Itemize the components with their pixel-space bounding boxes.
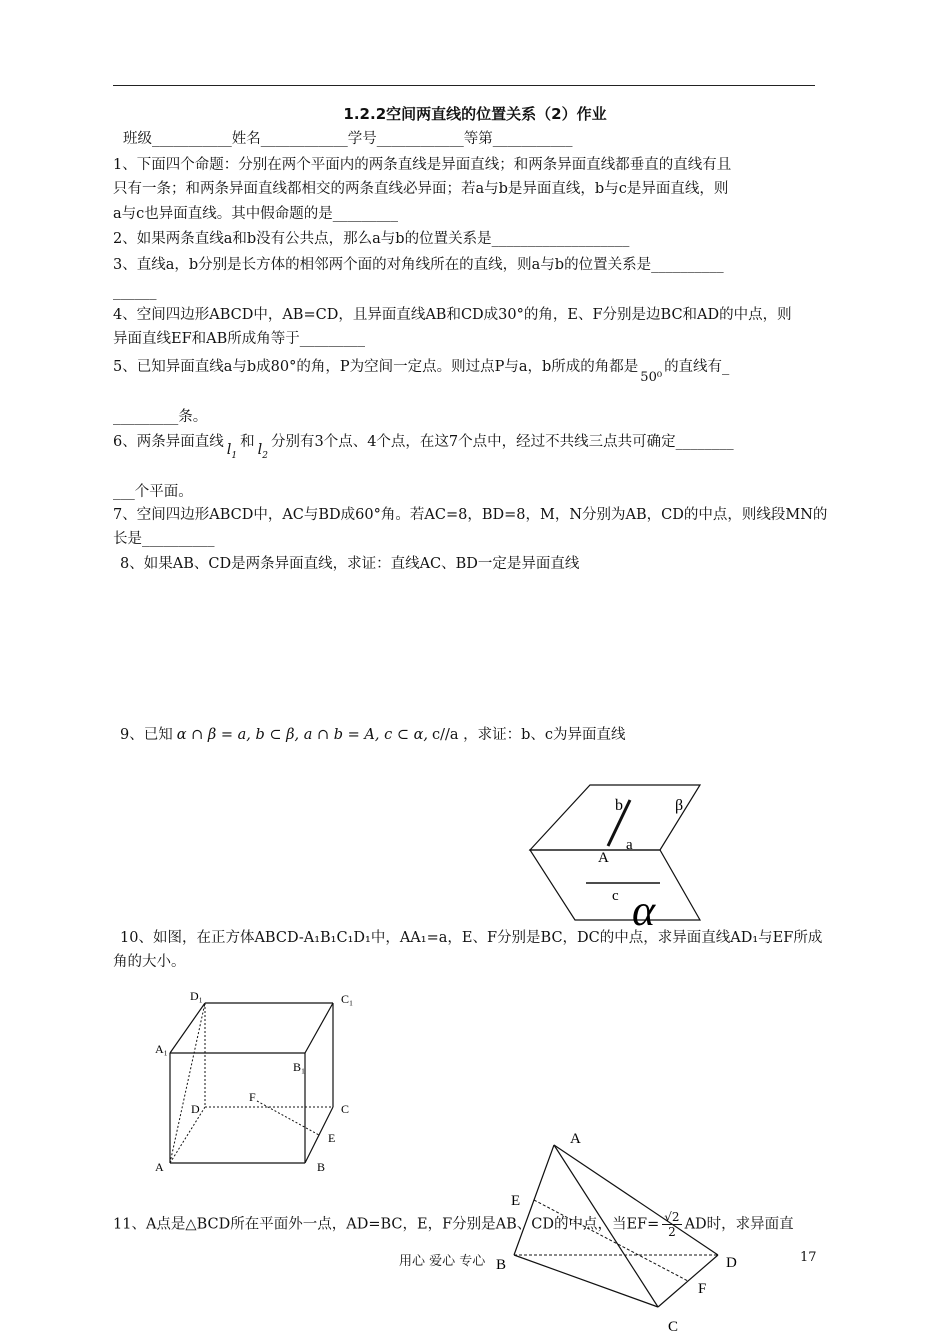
label-B: B [496, 1257, 507, 1273]
q9-post: c//a ，求证：b、c为异面直线 [432, 727, 626, 743]
q11-post: AD时，求异面直 [684, 1216, 794, 1233]
q11-tetrahedron-figure [490, 1125, 760, 1340]
q5-line2: _________条。 [113, 409, 208, 425]
edge-AC [554, 1145, 658, 1307]
label-b: b [615, 797, 623, 814]
q11-pre: 11、A点是△BCD所在平面外一点，AD=BC，E，F分别是AB、CD的中点，当EF= [113, 1216, 660, 1233]
label-A: A [155, 1160, 164, 1174]
q4-line2: 异面直线EF和AB所成角等于_________ [113, 331, 366, 347]
label-F: F [249, 1090, 256, 1104]
q5-line1 [113, 355, 815, 385]
q1-line1: 1、下面四个命题：分别在两个平面内的两条直线是异面直线；和两条异面直线都垂直的直线有且 [113, 157, 732, 173]
q10-line1: 10、如图，在正方体ABCD-A₁B₁C₁D₁中，AA₁=a，E、F分别是BC，DC的中点，求异面直线AD₁与EF所成 [120, 930, 823, 946]
edge-DA [170, 1107, 205, 1163]
label-alpha: α [632, 886, 656, 930]
q2-text: 2、如果两条直线a和b没有公共点，那么a与b的位置关系是___________________ [113, 231, 630, 247]
q3-line1: 3、直线a，b分别是长方体的相邻两个面的对角线所在的直线，则a与b的位置关系是__________ [113, 257, 724, 273]
label-A: A [598, 850, 609, 866]
q6-and: 和 [240, 434, 255, 450]
label-F: F [698, 1281, 707, 1297]
student-info-line: 班级___________姓名____________学号____________等第___________ [123, 131, 573, 147]
edge-AD [554, 1145, 718, 1255]
q6-l2-sub: 2 [262, 450, 268, 461]
segment-EF [257, 1101, 319, 1135]
q1-line2: 只有一条；和两条异面直线都相交的两条直线必异面；若a与b是异面直线，b与c是异面直线，则 [113, 181, 729, 197]
q3-line2: ______ [113, 284, 157, 300]
q6-l2-letter: l [257, 442, 263, 458]
edge-BC [514, 1255, 658, 1307]
q1-line3: a与c也异面直线。其中假命题的是_________ [113, 206, 399, 222]
q5-angle: 50⁰ [640, 370, 663, 385]
label-C1: C₁ [341, 992, 354, 1006]
label-E: E [328, 1131, 336, 1145]
q11-frac-den: 2 [668, 1225, 676, 1239]
q9-math: α ∩ β = a, b ⊂ β, a ∩ b = A, c ⊂ α, [176, 727, 428, 743]
q4-line1: 4、空间四边形ABCD中，AB=CD，且异面直线AB和CD成30°的角，E、F分别是边BC和AD的中点，则 [113, 307, 792, 323]
q6-line1 [113, 430, 815, 460]
q7-line1: 7、空间四边形ABCD中，AC与BD成60°角。若AC=8，BD=8，M，N分别为AB，CD的中点，则线段MN的 [113, 507, 828, 523]
q10-cube-figure [145, 985, 365, 1185]
edge-A1D1 [170, 1003, 205, 1053]
label-C: C [341, 1102, 350, 1116]
edge-C1B1 [305, 1003, 333, 1053]
label-B1: B₁ [293, 1060, 306, 1074]
label-A: A [570, 1131, 581, 1147]
q9-text [120, 723, 822, 747]
plane-alpha [530, 850, 700, 920]
q6-l1 [226, 442, 238, 461]
page-title: 1.2.2空间两直线的位置关系（2）作业 [343, 105, 607, 123]
label-E: E [511, 1193, 521, 1209]
q6-text-post: 分别有3个点、4个点，在这7个点中，经过不共线三点共可确定________ [270, 434, 734, 450]
header-rule [113, 85, 815, 86]
q6-l2 [257, 442, 268, 461]
label-a: a [626, 837, 633, 853]
q9-figure [520, 780, 720, 930]
segment-EF [534, 1200, 688, 1281]
q10-line2: 角的大小。 [113, 954, 186, 970]
label-c: c [612, 888, 619, 904]
label-beta: β [675, 797, 684, 814]
q6-l1-sub: 1 [231, 450, 238, 461]
label-D: D [191, 1102, 200, 1116]
footer-motto: 用心 爱心 专心 [399, 1254, 486, 1269]
q11-frac-num: √2 [664, 1210, 680, 1224]
q5-text-post: 的直线有_ [664, 359, 730, 375]
page-number: 17 [800, 1250, 817, 1265]
q6-line2: ___个平面。 [113, 484, 193, 500]
plane-beta [530, 785, 700, 850]
label-C: C [668, 1319, 679, 1335]
label-A1: A₁ [155, 1042, 168, 1056]
label-D: D [726, 1255, 737, 1271]
label-B: B [317, 1160, 326, 1174]
q5-text-pre: 5、已知异面直线a与b成80°的角，P为空间一定点。则过点P与a，b所成的角都是 [113, 359, 639, 375]
label-D1: D₁ [190, 989, 203, 1003]
q6-text-pre: 6、两条异面直线 [113, 434, 224, 450]
q6-l1-letter: l [226, 442, 232, 458]
q8-text: 8、如果AB、CD是两条异面直线，求证：直线AC、BD一定是异面直线 [120, 556, 580, 572]
q9-pre: 9、已知 [120, 727, 173, 743]
q7-line2: 长是__________ [113, 531, 215, 547]
